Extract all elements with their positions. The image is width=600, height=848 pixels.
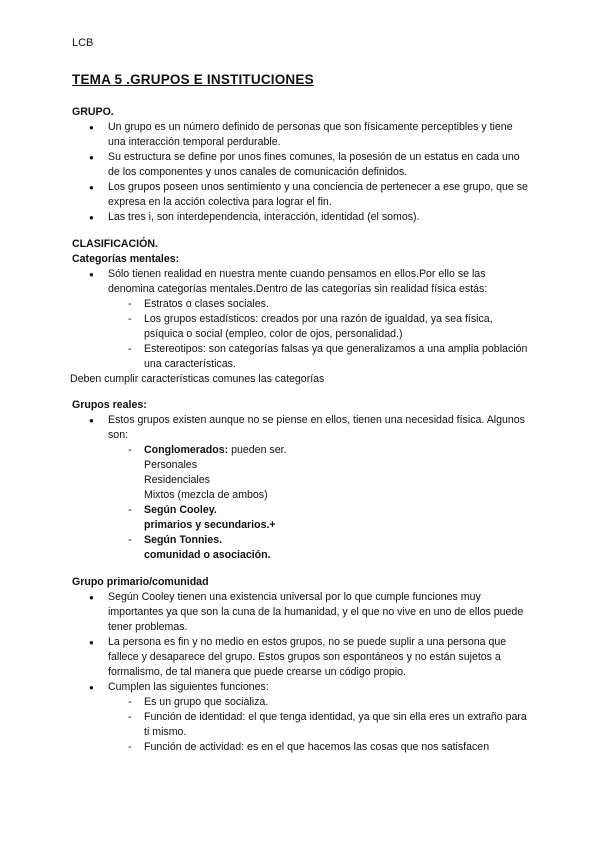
dash-list: [72, 503, 532, 518]
dash-list: [72, 297, 532, 372]
bullet-list: [72, 267, 532, 297]
subsection-heading: Categorías mentales:: [72, 253, 180, 265]
page-title: TEMA 5 .GRUPOS E INSTITUCIONES: [72, 72, 314, 87]
subsection-heading: Grupos reales:: [72, 399, 147, 411]
section-clasificacion: [72, 237, 532, 387]
list-item: ● Los grupos poseen unos sentimiento y una conciencia de pertenecer a ese grupo, que se expresa en la acción colectiva para lograr el fin.: [72, 180, 532, 210]
section-reales: [72, 398, 532, 563]
sub-item: Personales: [144, 459, 197, 471]
list-item: - Estereotipos: son categorías falsas ya que generalizamos a una amplia población una características.: [72, 342, 532, 372]
dash-list: [72, 533, 532, 548]
item-label: Conglomerados:: [144, 444, 229, 456]
list-item: [72, 503, 532, 518]
page-header: LCB: [72, 37, 94, 49]
dash-list: [72, 443, 532, 458]
sub-item: comunidad o asociación.: [144, 549, 271, 561]
item-label: Según Tonnies.: [144, 534, 223, 546]
bullet-list: [72, 413, 532, 443]
list-item: ● Su estructura se define por unos fines comunes, la posesión de un estatus en cada uno de los componentes y unos canales de comunicación definidos.: [72, 150, 532, 180]
bullet-list: [72, 120, 532, 225]
section-grupo: [72, 105, 532, 225]
bullet-list: [72, 590, 532, 695]
list-item: ● Las tres i, son interdependencia, interacción, identidad (el somos).: [72, 210, 532, 225]
item-label: Según Cooley.: [144, 504, 217, 516]
section-heading: CLASIFICACIÓN.: [72, 238, 158, 250]
list-item: - Estratos o clases sociales.: [72, 297, 532, 312]
list-item: ● Sólo tienen realidad en nuestra mente cuando pensamos en ellos.Por ello se las denomina categorías mentales.Dentro de las categorías sin realidad física estás:: [72, 267, 532, 297]
sub-item: primarios y secundarios.+: [144, 519, 276, 531]
list-item: - Los grupos estadísticos: creados por una razón de igualdad, ya sea física, psíquica o social (empleo, color de ojos, personalidad.): [72, 312, 532, 342]
list-item: ● Estos grupos existen aunque no se piense en ellos, tienen una necesidad física. Algunos son:: [72, 413, 532, 443]
list-item: - Es un grupo que socializa.: [72, 695, 532, 710]
list-item: ● Cumplen las siguientes funciones:: [72, 680, 532, 695]
dash-list: [72, 695, 532, 755]
list-item: ● Un grupo es un número definido de personas que son físicamente perceptibles y tiene una interacción temporal perdurable.: [72, 120, 532, 150]
note-text: Deben cumplir características comunes las categorías: [70, 373, 325, 385]
section-heading: GRUPO.: [72, 106, 114, 118]
list-item: [72, 533, 532, 548]
section-primario: [72, 575, 532, 755]
list-item: - Función de identidad: el que tenga identidad, ya que sin ella eres un extraño para ti mismo.: [72, 710, 532, 740]
list-item: ● La persona es fin y no medio en estos grupos, no se puede suplir a una persona que fallece y desaparece del grupo. Estos grupos son espontáneos y no están sujetos a formalismo, de tal manera que puede crearse un código propio.: [72, 635, 532, 680]
list-item: [72, 443, 532, 458]
sub-item: Residenciales: [144, 474, 210, 486]
sub-item: Mixtos (mezcla de ambos): [144, 489, 268, 501]
subsection-heading: Grupo primario/comunidad: [72, 576, 209, 588]
list-item: - Función de actividad: es en el que hacemos las cosas que nos satisfacen: [72, 740, 532, 755]
item-text: pueden ser.: [228, 444, 287, 456]
list-item: ● Según Cooley tienen una existencia universal por lo que cumple funciones muy importantes ya que son la cuna de la humanidad, y el que no vive en uno de ellos puede tener problemas.: [72, 590, 532, 635]
